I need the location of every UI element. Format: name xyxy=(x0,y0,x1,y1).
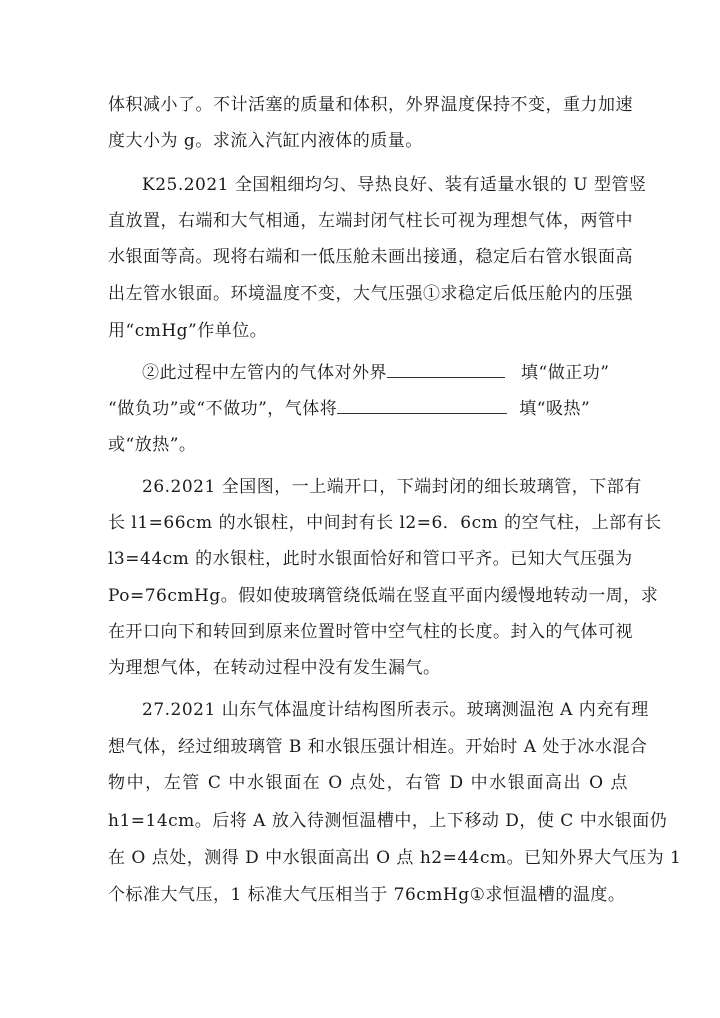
text-fragment: “做负功”或“不做功”，气体将 xyxy=(108,399,338,419)
text-line: Po=76cmHg。假如使玻璃管绕低端在竖直平面内缓慢地转动一周，求 xyxy=(108,586,659,606)
text-line: 27.2021 山东气体温度计结构图所表示。玻璃测温泡 A 内充有理 xyxy=(142,700,649,720)
text-line: 直放置，右端和大气相通，左端封闭气柱长可视为理想气体，两管中 xyxy=(108,211,633,231)
text-line: h1=14cm。后将 A 放入待测恒温槽中，上下移动 D，使 C 中水银面仍 xyxy=(108,811,668,831)
text-line: 在 O 点处，测得 D 中水银面高出 O 点 h2=44cm。已知外界大气压为 1 xyxy=(108,848,682,868)
text-line: 26.2021 全国图，一上端开口，下端封闭的细长玻璃管，下部有 xyxy=(142,477,642,497)
text-line: 用“cmHg”作单位。 xyxy=(108,321,268,341)
text-fragment: 填“吸热” xyxy=(519,399,591,419)
text-line: 个标准大气压，1 标准大气压相当于 76cmHg①求恒温槽的温度。 xyxy=(108,885,626,905)
answer-blank xyxy=(387,362,505,378)
text-line: 出左管水银面。环境温度不变，大气压强①求稳定后低压舱内的压强 xyxy=(108,284,633,304)
text-line: K25.2021 全国粗细均匀、导热良好、装有适量水银的 U 型管竖 xyxy=(142,175,647,195)
text-line: 为理想气体，在转动过程中没有发生漏气。 xyxy=(108,658,441,678)
text-line: l3=44cm 的水银柱，此时水银面恰好和管口平齐。已知大气压强为 xyxy=(108,549,633,569)
text-fragment: ②此过程中左管内的气体对外界 xyxy=(142,363,387,383)
text-line: 想气体，经过细玻璃管 B 和水银压强计相连。开始时 A 处于冰水混合 xyxy=(108,737,648,757)
text-fragment: 填“做正功” xyxy=(521,363,610,383)
text-line: 长 l1=66cm 的水银柱，中间封有长 l2=6．6cm 的空气柱，上部有长 xyxy=(108,513,662,533)
text-line: 水银面等高。现将右端和一低压舱未画出接通，稳定后右管水银面高 xyxy=(108,247,633,267)
text-line: 度大小为 g。求流入汽缸内液体的质量。 xyxy=(108,131,423,151)
text-line: 或“放热”。 xyxy=(108,435,197,455)
answer-blank xyxy=(337,398,507,414)
fill-in-line xyxy=(108,398,628,420)
text-line: 物中，左管 C 中水银面在 O 点处，右管 D 中水银面高出 O 点 xyxy=(108,773,628,793)
fill-in-line xyxy=(142,362,628,384)
text-line: 在开口向下和转回到原来位置时管中空气柱的长度。封入的气体可视 xyxy=(108,622,633,642)
text-line: 体积减小了。不计活塞的质量和体积，外界温度保持不变，重力加速 xyxy=(108,95,633,115)
